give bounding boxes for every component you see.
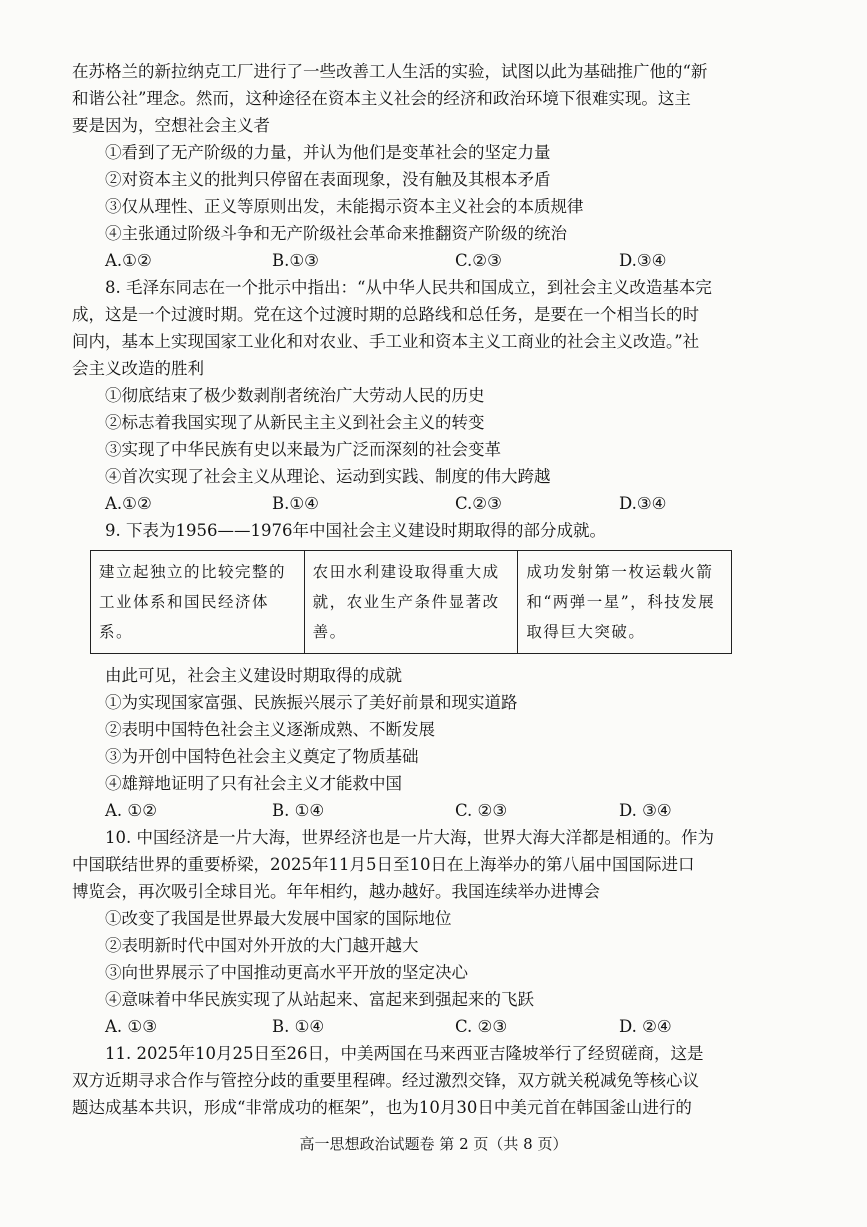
- q10-choices: [72, 1013, 724, 1040]
- q8-option-4: ④首次实现了社会主义从理论、运动到实践、制度的伟大跨越: [105, 467, 551, 486]
- table-cell-agriculture: 农田水利建设取得重大成就，农业生产条件显著改善。: [304, 551, 518, 653]
- q7-choice-a: A.①②: [105, 251, 152, 270]
- q11-stem-line: 11. 2025年10月25日至26日，中美两国在马来西亚吉隆坡举行了经贸磋商，这是: [105, 1044, 704, 1063]
- q9-choices: [72, 797, 724, 824]
- q7-option-3: ③仅从理性、正义等原则出发，未能揭示资本主义社会的本质规律: [105, 197, 584, 216]
- q8-stem-line: 间内，基本上实现国家工业化和对农业、手工业和资本主义工商业的社会主义改造。”社: [72, 332, 700, 351]
- q10-option-2: ②表明新时代中国对外开放的大门越开越大: [105, 936, 419, 955]
- q9-choice-c: C. ②③: [455, 801, 508, 820]
- q7-choice-d: D.③④: [619, 251, 667, 270]
- question-8: [72, 274, 724, 517]
- page-footer: 高一思想政治试题卷 第 2 页（共 8 页）: [299, 1135, 568, 1153]
- q10-stem-line: 中国联结世界的重要桥梁，2025年11月5日至10日在上海举办的第八届中国国际进口: [72, 855, 695, 874]
- q10-stem-line: 10. 中国经济是一片大海，世界经济也是一片大海，世界大海大洋都是相通的。作为: [105, 828, 714, 847]
- q8-choice-d: D.③④: [619, 494, 667, 513]
- q9-stem: 9. 下表为1956——1976年中国社会主义建设时期取得的部分成就。: [105, 521, 606, 540]
- q7-stem-line: 和谐公社”理念。然而，这种途径在资本主义社会的经济和政治环境下很难实现。这主: [72, 89, 691, 108]
- page-content: [72, 58, 724, 1121]
- q10-choice-b: B. ①④: [272, 1017, 325, 1036]
- q8-choices: [72, 490, 724, 517]
- q7-choices: [72, 247, 724, 274]
- question-7: [72, 58, 724, 274]
- q9-option-2: ②表明中国特色社会主义逐渐成熟、不断发展: [105, 720, 435, 739]
- q10-choice-d: D. ②④: [619, 1017, 672, 1036]
- q10-option-3: ③向世界展示了中国推动更高水平开放的坚定决心: [105, 963, 468, 982]
- q10-option-4: ④意味着中华民族实现了从站起来、富起来到强起来的飞跃: [105, 990, 534, 1009]
- q8-stem-line: 成，这是一个过渡时期。党在这个过渡时期的总路线和总任务，是要在一个相当长的时: [72, 305, 699, 324]
- q9-choice-a: A. ①②: [105, 801, 157, 820]
- q7-option-4: ④主张通过阶级斗争和无产阶级社会革命来推翻资产阶级的统治: [105, 224, 567, 243]
- q8-stem-line: 会主义改造的胜利: [72, 359, 204, 378]
- q11-stem-line: 双方近期寻求合作与管控分歧的重要里程碑。经过激烈交锋，双方就关税减免等核心议: [72, 1071, 699, 1090]
- q8-option-3: ③实现了中华民族有史以来最为广泛而深刻的社会变革: [105, 440, 501, 459]
- q7-choice-b: B.①③: [272, 251, 319, 270]
- q8-stem-line: 8. 毛泽东同志在一个批示中指出：“从中华人民共和国成立，到社会主义改造基本完: [105, 278, 712, 297]
- q8-option-1: ①彻底结束了极少数剥削者统治广大劳动人民的历史: [105, 386, 485, 405]
- q7-choice-c: C.②③: [455, 251, 502, 270]
- q8-choice-c: C.②③: [455, 494, 502, 513]
- q9-lead: 由此可见，社会主义建设时期取得的成就: [105, 666, 402, 685]
- q9-choice-d: D. ③④: [619, 801, 672, 820]
- q10-choice-c: C. ②③: [455, 1017, 508, 1036]
- q8-choice-a: A.①②: [105, 494, 152, 513]
- q9-choice-b: B. ①④: [272, 801, 325, 820]
- table-cell-industry: 建立起独立的比较完整的工业体系和国民经济体系。: [99, 563, 287, 641]
- q10-option-1: ①改变了我国是世界最大发展中国家的国际地位: [105, 909, 452, 928]
- q8-choice-b: B.①④: [272, 494, 319, 513]
- achievements-table: [90, 550, 732, 654]
- q7-option-2: ②对资本主义的批判只停留在表面现象，没有触及其根本矛盾: [105, 170, 551, 189]
- question-9: [72, 517, 724, 824]
- q9-option-4: ④雄辩地证明了只有社会主义才能救中国: [105, 774, 402, 793]
- q9-option-1: ①为实现国家富强、民族振兴展示了美好前景和现实道路: [105, 693, 518, 712]
- q10-choice-a: A. ①③: [105, 1017, 157, 1036]
- q9-option-3: ③为开创中国特色社会主义奠定了物质基础: [105, 747, 419, 766]
- q11-stem-line: 题达成基本共识，形成“非常成功的框架”，也为10月30日中美元首在韩国釜山进行的: [72, 1098, 692, 1117]
- q7-option-1: ①看到了无产阶级的力量，并认为他们是变革社会的坚定力量: [105, 143, 551, 162]
- q10-stem-line: 博览会，再次吸引全球目光。年年相约，越办越好。我国连续举办进博会: [72, 882, 600, 901]
- q7-stem-line: 要是因为，空想社会主义者: [72, 116, 270, 135]
- q7-stem-line: 在苏格兰的新拉纳克工厂进行了一些改善工人生活的实验，试图以此为基础推广他的“新: [72, 62, 708, 81]
- question-10: [72, 824, 724, 1040]
- q8-option-2: ②标志着我国实现了从新民主主义到社会主义的转变: [105, 413, 485, 432]
- table-cell-technology: 成功发射第一枚运载火箭和“两弹一星”，科技发展取得巨大突破。: [517, 551, 731, 653]
- question-11: [72, 1040, 724, 1121]
